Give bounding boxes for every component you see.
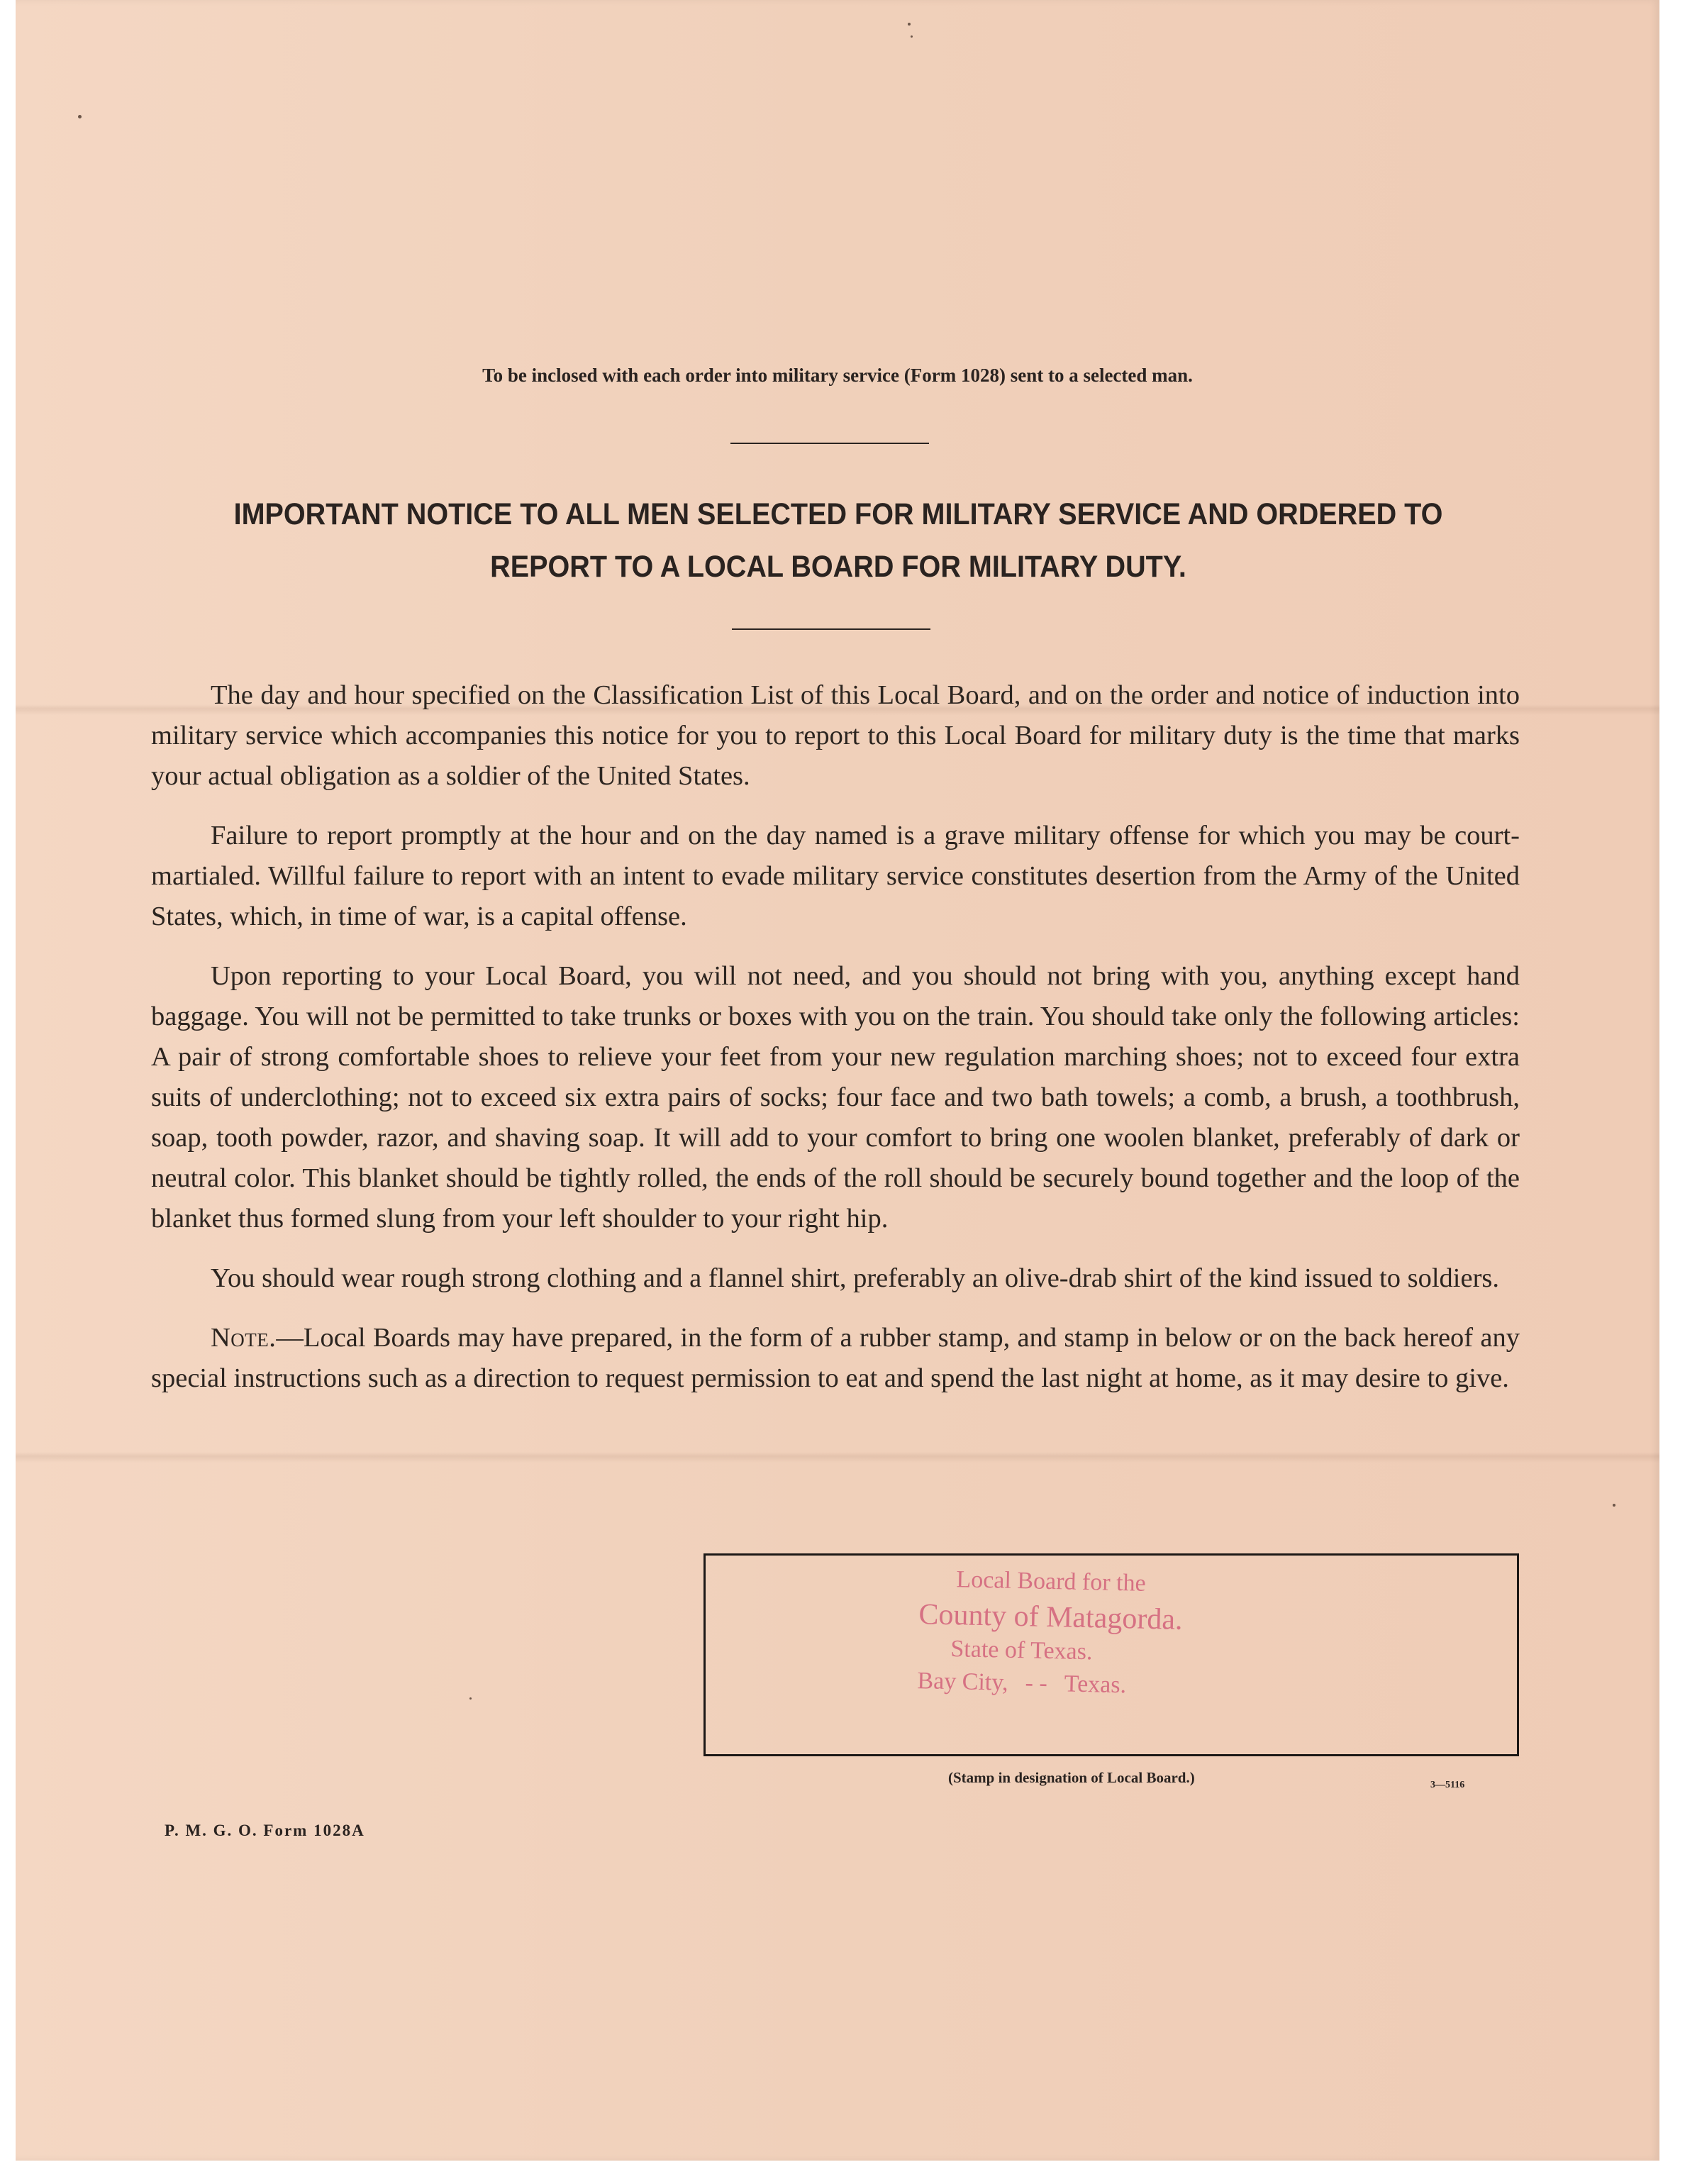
divider-bottom: [732, 628, 930, 630]
paper-speck: [911, 35, 913, 38]
rubber-stamp: [917, 1561, 1184, 1703]
paragraph-reporting-time: The day and hour specified on the Classification List of this Local Board, and on the order and notice of induction into military service which accompanies this notice for you to report to this Local Board for military duty is the time that marks your actual obligation as a soldier of the United States.: [151, 680, 1520, 791]
paper-sheet: [16, 0, 1659, 2161]
enclosure-instruction: To be inclosed with each order into military service (Form 1028) sent to a selected man.: [482, 365, 1193, 386]
divider-top: [730, 443, 929, 444]
stamp-city: Bay City,: [917, 1668, 1009, 1696]
paper-speck: [908, 23, 911, 26]
note-text: —Local Boards may have prepared, in the form of a rubber stamp, and stamp in below or on the back hereof any special instructions such as a direction to request permission to eat and spend the last night at home, as it may desire to give.: [151, 1323, 1520, 1393]
stamp-state-abbrev: Texas.: [1064, 1670, 1127, 1699]
paragraph-baggage: Upon reporting to your Local Board, you will not need, and you should not bring with you, anything except hand baggage. You will not be permitted to take trunks or boxes with you on the train. You should take only the following articles: A pair of strong comfortable shoes to relieve your feet from your new regulation marching shoes; not to exceed four extra suits of underclothing; not to exceed six extra pairs of socks; four face and two bath towels; a comb, a brush, a toothbrush, soap, tooth powder, razor, and shaving soap. It will add to your comfort to bring one woolen blanket, preferably of dark or neutral color. This blanket should be tightly rolled, the ends of the roll should be securely bound together and the loop of the blanket thus formed slung from your left shoulder to your right hip.: [151, 961, 1520, 1234]
paper-speck: [78, 115, 82, 118]
serial-number: 3—5116: [1430, 1780, 1465, 1790]
stamp-line-state: State of Texas.: [950, 1636, 1093, 1665]
notice-body: [151, 675, 1520, 1399]
local-board-stamp-box: [703, 1553, 1519, 1756]
stamp-line-county: County of Matagorda.: [918, 1598, 1183, 1636]
notice-title: IMPORTANT NOTICE TO ALL MEN SELECTED FOR MILITARY SERVICE AND ORDERED TO REPORT TO A LOCAL BOARD FOR MILITARY DUTY.: [233, 497, 1443, 584]
paragraph-failure-to-report: Failure to report promptly at the hour and on the day named is a grave military offense for which you may be court-martialed. Willful failure to report with an intent to evade military service constitutes desertion from the Army of the United States, which, in time of war, is a capital offense.: [151, 821, 1520, 931]
stamp-line-board: Local Board for the: [956, 1566, 1147, 1597]
stamp-line-city: [917, 1665, 1181, 1703]
stamp-caption: (Stamp in designation of Local Board.): [948, 1769, 1195, 1786]
form-number: P. M. G. O. Form 1028A: [165, 1822, 365, 1839]
paragraph-note: [151, 1318, 1520, 1399]
paper-speck: [469, 1697, 472, 1700]
note-label: Note.: [211, 1323, 277, 1353]
paper-speck: [1613, 1504, 1615, 1507]
paragraph-clothing: You should wear rough strong clothing and a flannel shirt, preferably an olive-drab shirt of the kind issued to soldiers.: [211, 1263, 1500, 1293]
stamp-dashes: - -: [1025, 1670, 1048, 1697]
